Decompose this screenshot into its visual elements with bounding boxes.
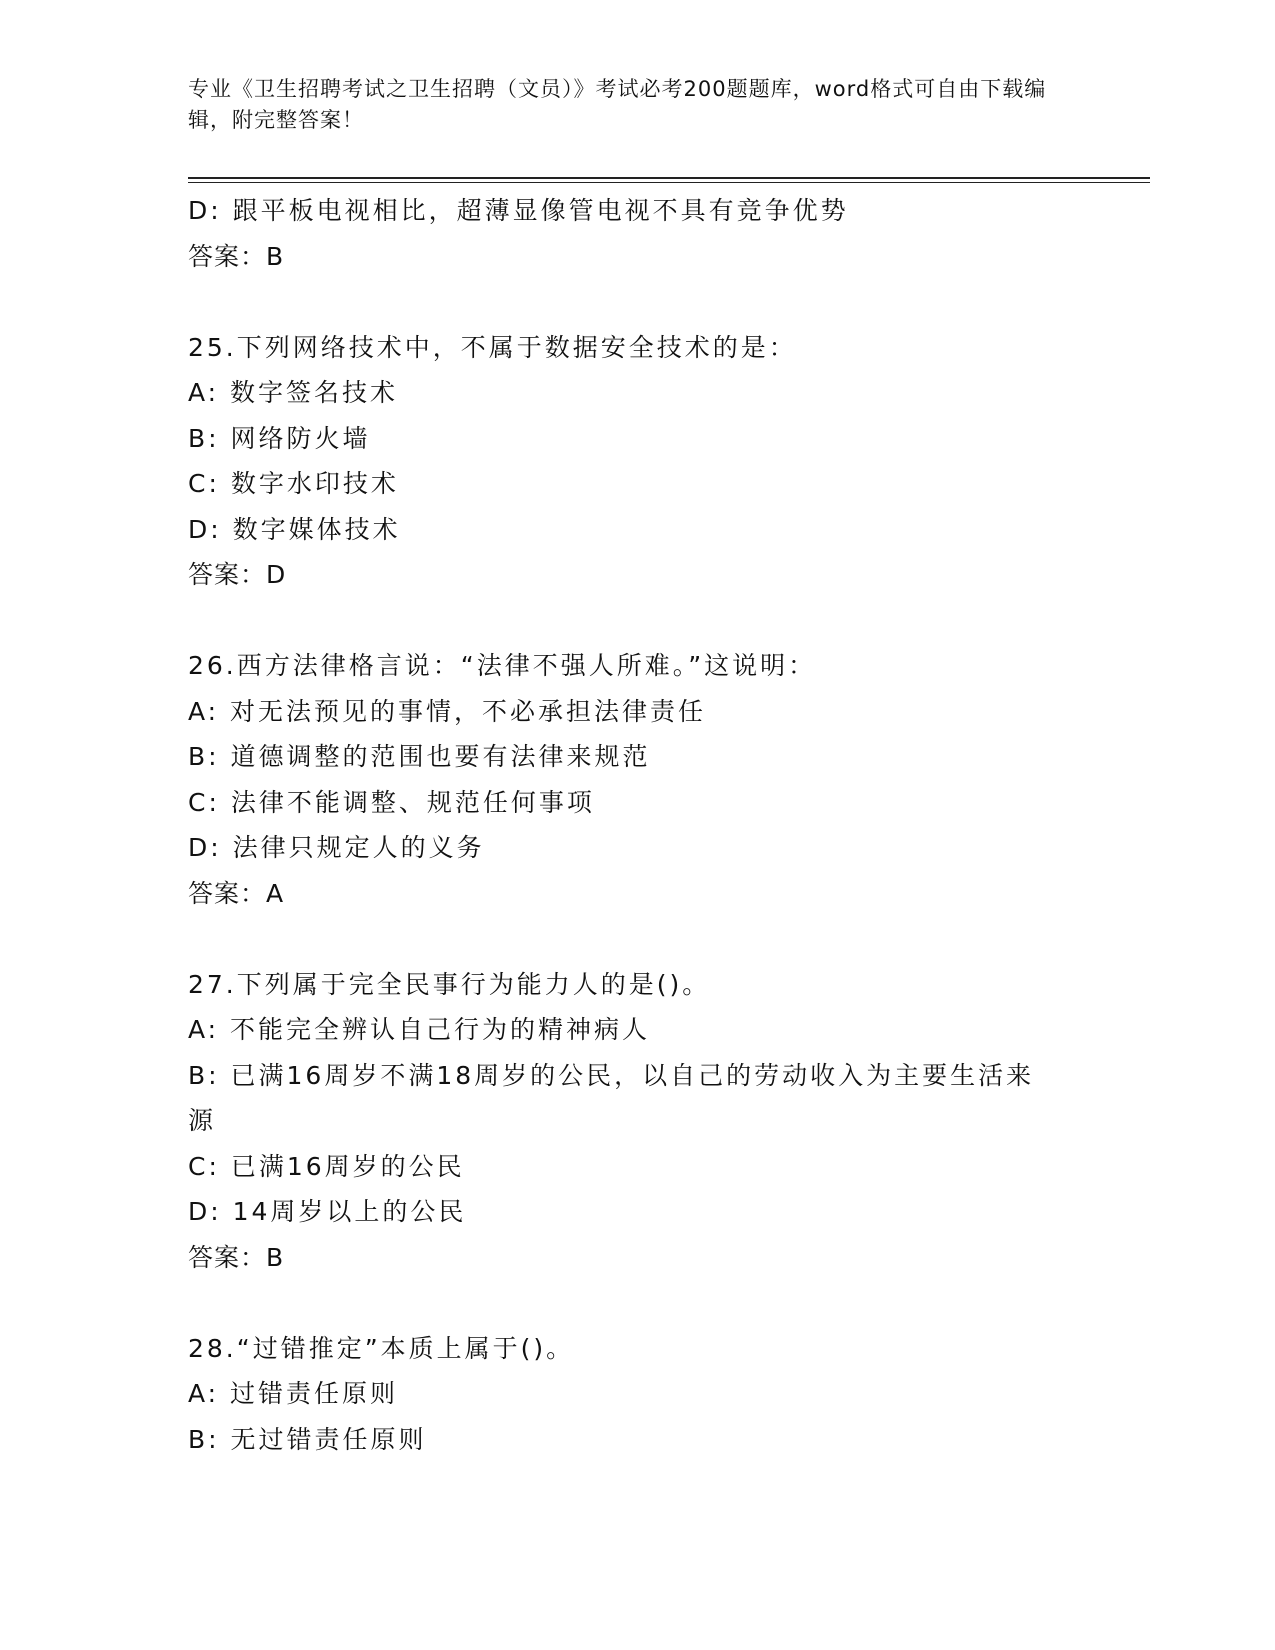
- question-stem: 27.下列属于完全民事行为能力人的是()。: [188, 969, 711, 999]
- question-stem: 25.下列网络技术中，不属于数据安全技术的是：: [188, 332, 797, 362]
- question-25: [188, 325, 1088, 598]
- spacer: [188, 598, 1088, 644]
- previous-answer: 答案：B: [188, 241, 285, 271]
- option-b: B: 道德调整的范围也要有法律来规范: [188, 742, 651, 771]
- header-title: 专业《卫生招聘考试之卫生招聘（文员）》考试必考200题题库，word格式可自由下载编辑，附完整答案！: [188, 77, 1047, 132]
- option-a: A: 对无法预见的事情，不必承担法律责任: [188, 696, 707, 726]
- question-28: [188, 1326, 1088, 1463]
- option-b: B: 无过错责任原则: [188, 1424, 427, 1454]
- previous-option-d: D: 跟平板电视相比，超薄显像管电视不具有竞争优势: [188, 196, 849, 225]
- option-d: D: 14周岁以上的公民: [188, 1197, 467, 1226]
- option-c: C: 数字水印技术: [188, 469, 399, 498]
- option-a: A: 不能完全辨认自己行为的精神病人: [188, 1015, 651, 1044]
- spacer: [188, 1280, 1088, 1326]
- answer: 答案：D: [188, 560, 287, 589]
- option-b: B: 已满16周岁不满18周岁的公民，以自己的劳动收入为主要生活来源: [188, 1060, 1035, 1135]
- option-c: C: 法律不能调整、规范任何事项: [188, 787, 595, 817]
- spacer: [188, 279, 1088, 325]
- option-c: C: 已满16周岁的公民: [188, 1151, 465, 1181]
- option-b: B: 网络防火墙: [188, 423, 371, 453]
- option-d: D: 法律只规定人的义务: [188, 833, 485, 862]
- header-divider-thin: [188, 182, 1150, 183]
- document-header: [188, 74, 1088, 136]
- question-list: [188, 188, 1088, 1462]
- answer: 答案：A: [188, 878, 285, 908]
- spacer: [188, 916, 1088, 962]
- option-a: A: 数字签名技术: [188, 378, 399, 407]
- option-d: D: 数字媒体技术: [188, 514, 401, 544]
- question-stem: 28.“过错推定”本质上属于()。: [188, 1333, 575, 1363]
- question-26: [188, 643, 1088, 916]
- option-a: A: 过错责任原则: [188, 1379, 399, 1408]
- question-27: [188, 962, 1088, 1281]
- header-divider-thick: [188, 177, 1150, 179]
- answer: 答案：B: [188, 1242, 285, 1272]
- question-stem: 26.西方法律格言说：“法律不强人所难。”这说明：: [188, 651, 817, 680]
